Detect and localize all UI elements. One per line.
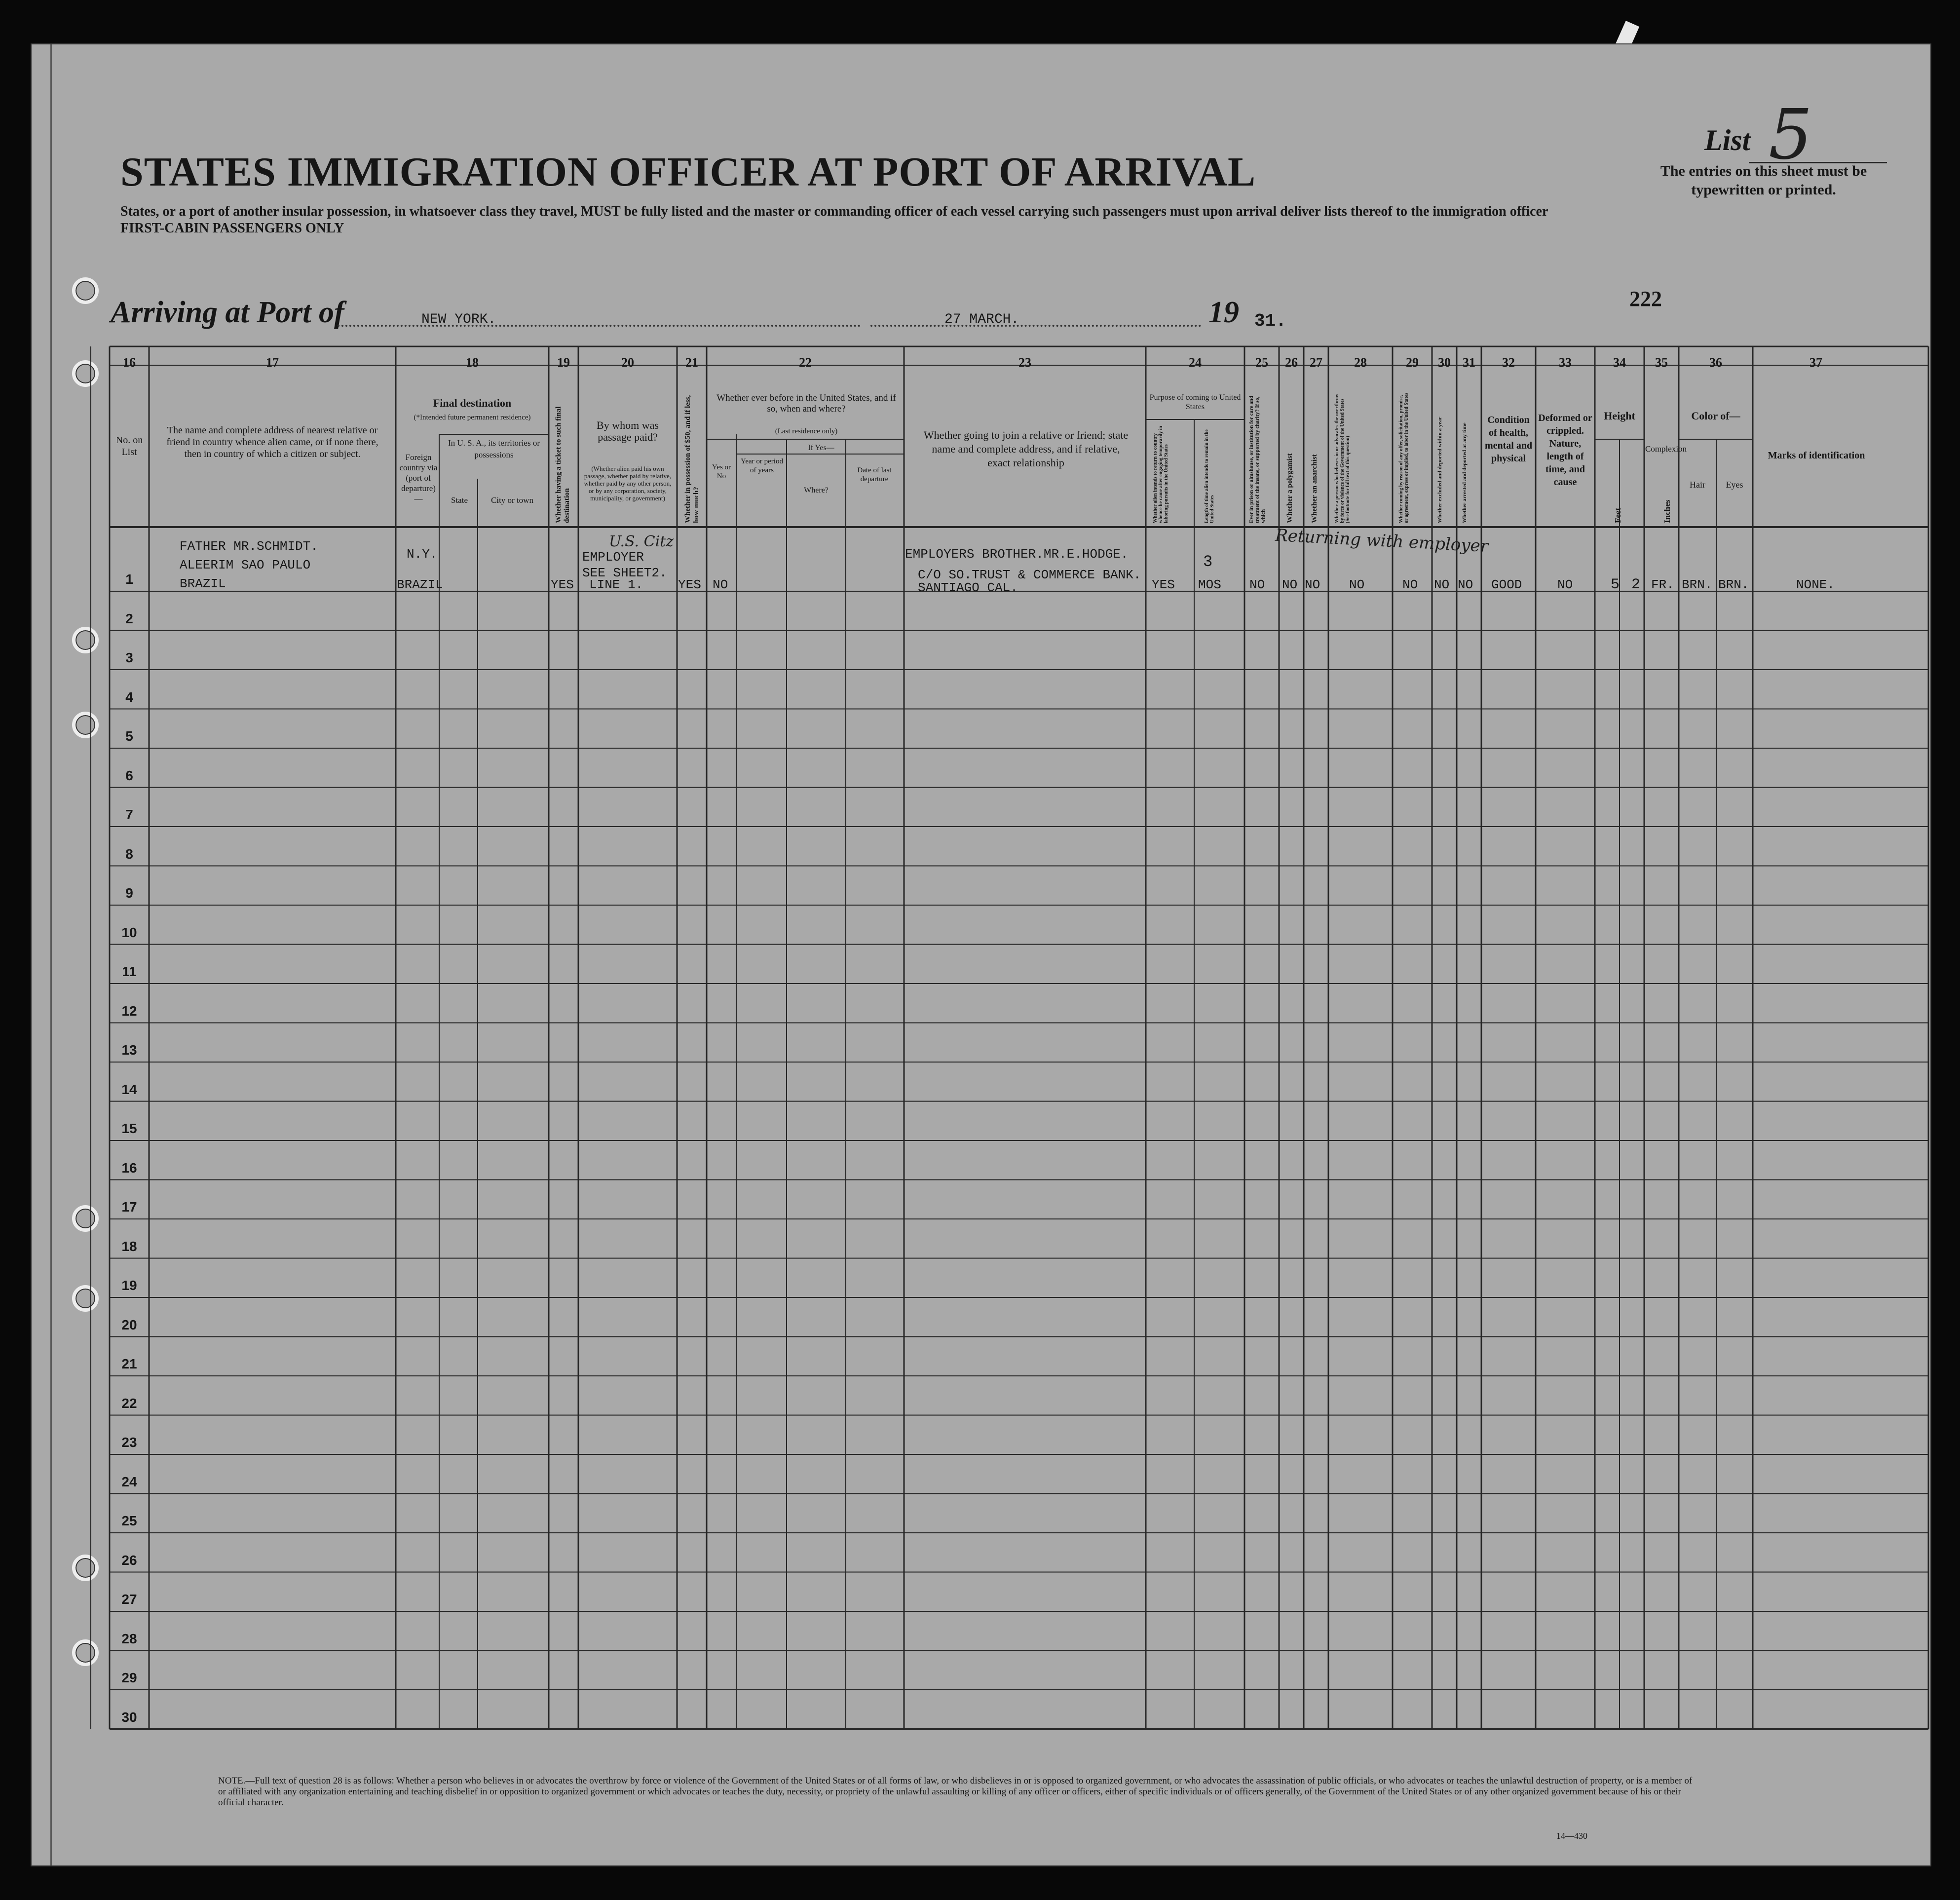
feet-value: 5 (1611, 576, 1620, 593)
relative-line-3: BRAZIL (180, 576, 226, 591)
header-purpose-return: Whether alien intends to return to country whence he came after engaging temporarily in laboring pursuits in the United States (1153, 426, 1169, 523)
col-number: 35 (1655, 355, 1668, 370)
header-deformed: Deformed or crippled. Nature, length of time, and cause (1538, 413, 1592, 488)
row-number: 28 (121, 1631, 137, 1646)
purpose-value: YES (1152, 577, 1175, 592)
header-hair: Hair (1690, 480, 1705, 490)
header-if-yes: If Yes— (808, 444, 834, 452)
row-number: 25 (121, 1513, 137, 1528)
col-number: 32 (1502, 355, 1515, 370)
header-year-period: Year or period of years (741, 457, 783, 474)
header-eyes: Eyes (1726, 480, 1743, 490)
header-passage-paid: By whom was passage paid? (597, 419, 659, 443)
col-number: 25 (1255, 355, 1268, 370)
overthrow-value: NO (1349, 577, 1365, 592)
header-purpose-length: Length of time alien intends to remain in the United States (1204, 429, 1215, 523)
header-joining-relative: Whether going to join a relative or friend; state name and complete address, and if relative, exact relationship (923, 429, 1129, 469)
header-excluded: Whether excluded and deported within a year (1437, 417, 1443, 523)
row-number: 13 (121, 1042, 137, 1058)
statement-text: States, or a port of another insular possession, in whatsoever class they travel, MUST be fully listed and the master or commanding officer of each vessel carrying such passengers must upon arrival deliver lists thereof to the immigration officer (120, 204, 1548, 219)
row-number: 5 (125, 728, 133, 744)
row-number: 18 (121, 1238, 137, 1254)
header-color: Color of— (1691, 410, 1740, 422)
relative-line-1: FATHER MR.SCHMIDT. (180, 539, 318, 554)
arriving-label: Arriving at Port of (111, 296, 344, 329)
row-number: 14 (121, 1081, 137, 1097)
row-number: 4 (125, 689, 133, 705)
col-number: 28 (1354, 355, 1367, 370)
header-final-destination: Final destination (433, 397, 512, 409)
hair-value: BRN. (1682, 577, 1713, 592)
col-number: 29 (1406, 355, 1419, 370)
list-number: 5 (1769, 95, 1813, 175)
anarchist-value: NO (1305, 577, 1320, 592)
prison-value: NO (1249, 577, 1265, 592)
header-fifty-dollars: Whether in possession of $50, and if less, how much? (684, 395, 700, 523)
inches-value: 2 (1631, 576, 1641, 593)
col-number: 16 (123, 355, 136, 370)
header-labor-offer: Whether coming by reason of any offer, solicitation, promise, or agreement, express or implied, to labor in the United States (1398, 392, 1409, 523)
header-foreign-country: Foreign country via (port of departure)— (399, 453, 438, 503)
row-number: 2 (125, 610, 133, 626)
col-number: 18 (466, 355, 479, 370)
paid-line-1: EMPLOYER (582, 550, 644, 565)
passenger-class: FIRST-CABIN PASSENGERS ONLY (120, 221, 344, 236)
header-no-on-list: No. on List (115, 435, 143, 457)
col-number: 37 (1809, 355, 1822, 370)
money-value: YES (678, 577, 701, 592)
row-number: 3 (125, 650, 133, 665)
year-suffix: 31. (1254, 311, 1286, 331)
sheet-id: 222 (1629, 287, 1662, 311)
row-number: 12 (121, 1003, 137, 1019)
eyes-value: BRN. (1718, 577, 1749, 592)
header-feet: Feet (1613, 507, 1622, 523)
col-number: 20 (621, 355, 634, 370)
col-number: 17 (266, 355, 279, 370)
row-number: 9 (125, 885, 133, 901)
col-number: 27 (1310, 355, 1322, 370)
col-number: 31 (1463, 355, 1475, 370)
header-anarchist: Whether an anarchist (1311, 454, 1319, 523)
labor-offer-value: NO (1402, 577, 1418, 592)
col-number: 30 (1438, 355, 1451, 370)
row-number: 8 (125, 846, 133, 862)
paid-line-2: SEE SHEET2. (582, 566, 667, 580)
foreign-destination: N.Y. (407, 547, 438, 562)
col-number: 21 (685, 355, 698, 370)
marks-value: NONE. (1796, 577, 1835, 592)
row-number: 30 (121, 1709, 137, 1725)
col-number: 34 (1613, 355, 1626, 370)
header-state: State (451, 495, 468, 505)
handwritten-note: Returning with employer (1275, 525, 1489, 557)
row-number: 15 (121, 1121, 137, 1136)
row-number: 7 (125, 807, 133, 822)
header-health: Condition of health, mental and physical (1484, 415, 1533, 464)
col-number: 19 (557, 355, 570, 370)
footnote: NOTE.—Full text of question 28 is as follows: Whether a person who believes in or advocates the overthrow by force or violence of the Government of the United States or of all forms of law, or who disbelieves in or is opposed to organized government, or who advocates the assassination of public officials, or who advocates or teaches the unlawful destruction of property, or is a member of or affiliated with any organization entertaining and teaching disbelief in or opposition to organized government or which advocates or teaches the duty, necessity, or propriety of the unlawful assaulting or killing of any officer or officers, either of specific individuals or of officers generally, of the Government of the United States or of any other organized government because of his or their official character. (218, 1776, 1693, 1808)
complexion-value: FR. (1651, 577, 1674, 592)
header-prison: Ever in prison or almshouse, or institution for care and treatment of the insane, or supported by charity? If so, which (1248, 395, 1266, 523)
row-number: 6 (125, 767, 133, 783)
col-number: 23 (1018, 355, 1031, 370)
header-purpose: Purpose of coming to United States (1149, 393, 1241, 411)
row-number: 21 (121, 1356, 137, 1371)
col-number: 33 (1559, 355, 1572, 370)
header-where: Where? (804, 486, 829, 494)
row-number: 23 (121, 1435, 137, 1450)
col-number: 24 (1189, 355, 1202, 370)
row-number: 10 (121, 924, 137, 940)
excluded-value: NO (1434, 577, 1450, 592)
header-final-destination-note: (*Intended future permanent residence) (414, 414, 531, 421)
row-number: 26 (121, 1552, 137, 1568)
foreign-via: BRAZIL (397, 577, 443, 592)
row-number: 20 (121, 1317, 137, 1332)
row-number: 19 (121, 1278, 137, 1293)
header-yes-no: Yes or No (712, 463, 731, 480)
header-inches: Inches (1662, 499, 1672, 523)
row-number: 1 (125, 571, 133, 587)
polygamist-value: NO (1282, 577, 1298, 592)
header-date-departure: Date of last departure (857, 466, 892, 483)
entry-note: The entries on this sheet must be typewritten or printed. (1660, 163, 1867, 198)
row-number: 11 (122, 964, 137, 979)
stay-unit: MOS (1198, 577, 1221, 592)
paid-handwritten: U.S. Citz (609, 533, 674, 550)
date-value: 27 MARCH. (944, 312, 1019, 327)
join-line-1: EMPLOYERS BROTHER.MR.E.HODGE. (905, 547, 1129, 562)
header-passage-paid-note: (Whether alien paid his own passage, whether paid by relative, whether paid by any other person, or by any corporation, society, municipality, or government) (584, 465, 672, 502)
col-number: 22 (799, 355, 812, 370)
deformed-value: NO (1557, 577, 1573, 592)
before-us-value: NO (713, 577, 728, 592)
form-title: STATES IMMIGRATION OFFICER AT PORT OF ARRIVAL (120, 149, 1256, 195)
list-label: List (1704, 124, 1751, 156)
header-height: Height (1604, 410, 1635, 422)
header-ticket: Whether having a ticket to such final destination (555, 406, 571, 523)
row-number: 29 (121, 1670, 137, 1685)
paid-line-3: LINE 1. (589, 577, 643, 592)
header-last-residence: (Last residence only) (775, 427, 838, 435)
header-city: City or town (491, 495, 533, 505)
header-nearest-relative: The name and complete address of nearest relative or friend in country whence alien came, or if none there, then in country of which a citizen or subject. (166, 425, 378, 459)
header-overthrow: Whether a person who believes in or advocates the overthrow by force or violence of the Government of the United States (See footnote for full text of this question) (1334, 394, 1351, 523)
form-code: 14—430 (1556, 1831, 1587, 1841)
header-marks: Marks of identification (1768, 450, 1865, 461)
year-prefix: 19 (1208, 296, 1239, 329)
row-number: 16 (121, 1160, 137, 1176)
row-number: 17 (121, 1199, 137, 1215)
row-number: 27 (121, 1592, 137, 1607)
join-line-2: C/O SO.TRUST & COMMERCE BANK. (918, 568, 1141, 582)
arrested-value: NO (1458, 577, 1473, 592)
manifest-grid (32, 44, 1930, 1865)
header-polygamist: Whether a polygamist (1286, 453, 1294, 523)
row-number: 24 (121, 1474, 137, 1489)
health-value: GOOD (1491, 577, 1522, 592)
header-in-usa: In U. S. A., its territories or possessions (448, 438, 540, 459)
col-number: 26 (1285, 355, 1298, 370)
relative-line-2: ALEERIM SAO PAULO (180, 558, 311, 572)
header-arrested: Whether arrested and deported at any time (1462, 422, 1468, 523)
header-complexion: Complexion (1645, 444, 1687, 454)
port-value: NEW YORK. (421, 312, 496, 327)
manifest-sheet (31, 43, 1931, 1866)
row-number: 22 (121, 1395, 137, 1411)
ticket-value: YES (551, 577, 574, 592)
stay-number: 3 (1203, 553, 1213, 571)
join-line-3: SANTIAGO CAL. (918, 580, 1018, 595)
header-before-in-us: Whether ever before in the United States, and if so, when and where? (716, 393, 896, 414)
col-number: 36 (1709, 355, 1722, 370)
